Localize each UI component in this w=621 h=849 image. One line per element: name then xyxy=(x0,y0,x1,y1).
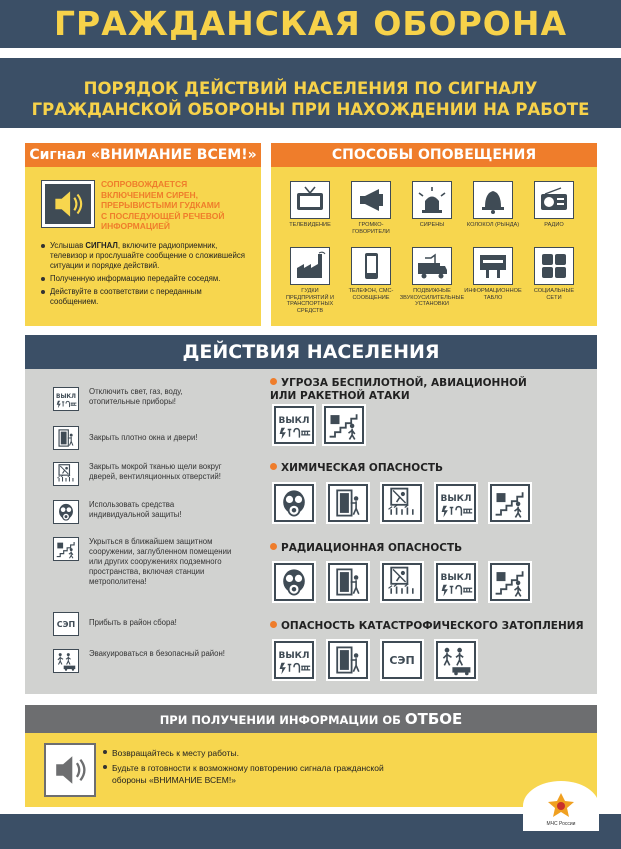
notify-item-loudspeaker: ГРОМКО-ГОВОРИТЕЛИ xyxy=(343,181,399,235)
list-item: Будьте в готовности к возможному повторению сигнала гражданской обороны «ВНИМАНИЕ ВСЕМ!» xyxy=(102,762,402,786)
emercom-logo xyxy=(523,781,599,831)
notification-header: СПОСОБЫ ОПОВЕЩЕНИЯ xyxy=(271,143,597,167)
evacuation-icon xyxy=(53,649,79,673)
otboy-panel xyxy=(25,733,597,807)
shelter-icon xyxy=(324,406,364,444)
factory-icon xyxy=(290,247,330,285)
switch-off-icon xyxy=(53,387,79,411)
bullet-dot-icon xyxy=(270,378,277,385)
notification-panel xyxy=(271,143,597,326)
action-item: Эвакуироваться в безопасный район! xyxy=(53,649,234,673)
speaker-icon xyxy=(42,181,94,227)
action-item: Закрыть плотно окна и двери! xyxy=(53,426,234,450)
door-icon xyxy=(328,484,368,522)
tv-icon xyxy=(290,181,330,219)
bullet-dot-icon xyxy=(270,543,277,550)
radio-icon xyxy=(534,181,574,219)
loudspeaker-icon xyxy=(351,181,391,219)
notify-item-billboard: ИНФОРМАЦИОННОЕ ТАБЛО xyxy=(465,247,521,301)
header-divider xyxy=(0,48,621,58)
gas-mask-icon xyxy=(274,484,314,522)
otboy-header: ПРИ ПОЛУЧЕНИИ ИНФОРМАЦИИ ОБ ОТБОЕ xyxy=(25,705,597,733)
switch-off-icon xyxy=(436,563,476,601)
action-item: СЭП Прибыть в район сбора! xyxy=(53,612,234,636)
assembly-point-icon: СЭП xyxy=(382,641,422,679)
phone-icon xyxy=(351,247,391,285)
shelter-icon xyxy=(53,537,79,561)
threat-chemical-title: ХИМИЧЕСКАЯ ОПАСНОСТЬ xyxy=(270,462,443,475)
notify-item-tv: ТЕЛЕВИДЕНИЕ xyxy=(282,181,338,229)
billboard-icon xyxy=(473,247,513,285)
siren-icon xyxy=(412,181,452,219)
notify-item-bell: КОЛОКОЛ (РЫНДА) xyxy=(465,181,521,229)
action-item: Отключить свет, газ, воду, отопительные приборы! xyxy=(53,387,234,411)
switch-off-icon xyxy=(436,484,476,522)
switch-off-icon xyxy=(274,406,314,444)
threat-radiation-title: РАДИАЦИОННАЯ ОПАСНОСТЬ xyxy=(270,542,462,555)
door-icon xyxy=(328,641,368,679)
notify-item-social: СОЦИАЛЬНЫЕ СЕТИ xyxy=(526,247,582,301)
door-icon xyxy=(328,563,368,601)
action-item: Использовать средства индивидуальной защиты! xyxy=(53,500,234,524)
bullet-dot-icon xyxy=(270,463,277,470)
speaker-icon xyxy=(44,743,96,797)
shelter-icon xyxy=(490,484,530,522)
switch-off-icon xyxy=(274,641,314,679)
list-item: Полученную информацию передайте соседям. xyxy=(40,274,252,284)
logo-text: МЧС России xyxy=(546,821,576,827)
social-icon xyxy=(534,247,574,285)
page-title: ГРАЖДАНСКАЯ ОБОРОНА xyxy=(54,4,567,43)
action-item: Укрыться в ближайшем защитном сооружении, заглубленном помещении или других сооружениях подземного пространства, включая станции метрополитена! xyxy=(53,537,234,587)
subtitle-line-2: ГРАЖДАНСКОЙ ОБОРОНЫ ПРИ НАХОЖДЕНИИ НА РАБОТЕ xyxy=(31,100,590,119)
otboy-instructions xyxy=(102,747,402,789)
subtitle-line-1: ПОРЯДОК ДЕЙСТВИЙ НАСЕЛЕНИЯ ПО СИГНАЛУ xyxy=(83,79,538,98)
list-item: Услышав СИГНАЛ, включите радиоприемник, телевизор и прослушайте сообщение о сложившейся ситуации и порядке действий. xyxy=(40,241,252,271)
bullet-dot-icon xyxy=(270,621,277,628)
list-item: Действуйте в соответствии с переданным сообщением. xyxy=(40,287,252,307)
action-item: Закрыть мокрой тканью щели вокруг дверей, вентиляционных отверстий! xyxy=(53,462,234,486)
door-icon xyxy=(53,426,79,450)
signal-instructions xyxy=(40,241,252,310)
signal-panel xyxy=(25,143,261,326)
list-item: Возвращайтесь к месту работы. xyxy=(102,747,402,759)
notify-item-van: ПОДВИЖНЫЕ ЗВУКОУСИЛИТЕЛЬНЫЕ УСТАНОВКИ xyxy=(404,247,460,308)
emblem-icon xyxy=(546,791,576,821)
page-subtitle xyxy=(0,78,621,120)
van-icon xyxy=(412,247,452,285)
gas-mask-icon xyxy=(274,563,314,601)
threat-flood-title: ОПАСНОСТЬ КАТАСТРОФИЧЕСКОГО ЗАТОПЛЕНИЯ xyxy=(270,620,584,633)
signal-header: Сигнал «ВНИМАНИЕ ВСЕМ!» xyxy=(25,143,261,167)
notify-item-radio: РАДИО xyxy=(526,181,582,229)
threat-attack-title: УГРОЗА БЕСПИЛОТНОЙ, АВИАЦИОННОЙ ИЛИ РАКЕТНОЙ АТАКИ xyxy=(270,377,527,402)
wet-cloth-icon xyxy=(382,484,422,522)
bell-icon xyxy=(473,181,513,219)
evacuation-icon xyxy=(436,641,476,679)
wet-cloth-icon xyxy=(382,563,422,601)
signal-description: СОПРОВОЖДАЕТСЯ ВКЛЮЧЕНИЕМ СИРЕН, ПРЕРЫВИСТЫМИ ГУДКАМИ С ПОСЛЕДУЮЩЕЙ РЕЧЕВОЙ ИНФОРМАЦИЕЙ xyxy=(101,179,225,231)
shelter-icon xyxy=(490,563,530,601)
notify-item-factory: ГУДКИ ПРЕДПРИЯТИЙ И ТРАНСПОРТНЫХ СРЕДСТВ xyxy=(282,247,338,314)
gas-mask-icon xyxy=(53,500,79,524)
wet-cloth-icon xyxy=(53,462,79,486)
notify-item-phone: ТЕЛЕФОН, СМС-СООБЩЕНИЕ xyxy=(343,247,399,301)
notify-item-siren: СИРЕНЫ xyxy=(404,181,460,229)
assembly-point-icon: СЭП xyxy=(53,612,79,636)
actions-header: ДЕЙСТВИЯ НАСЕЛЕНИЯ xyxy=(25,335,597,369)
